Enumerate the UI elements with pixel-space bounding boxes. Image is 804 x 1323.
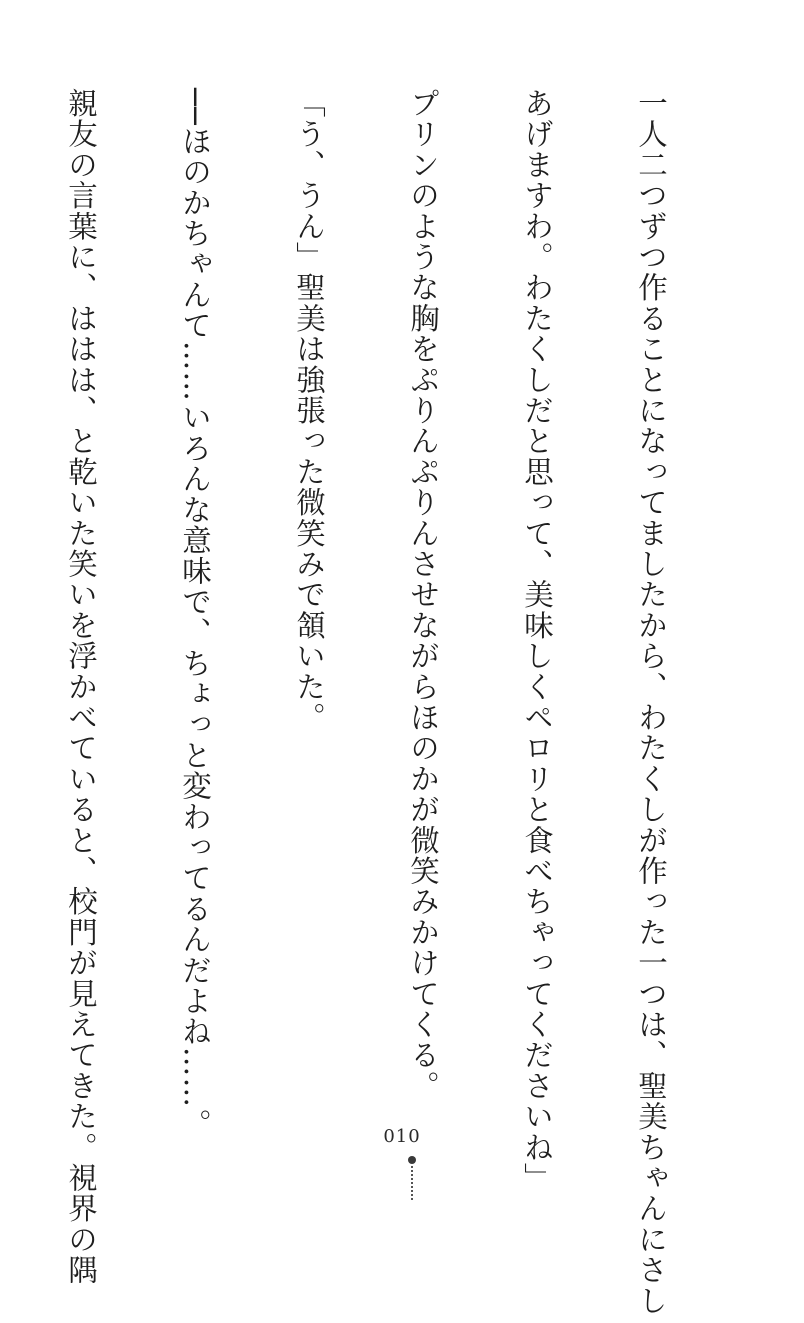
- text-line: プリンのような胸をぷりんぷりんさせながらほのかが微笑みかけてくる。: [406, 88, 440, 1102]
- text-line: 「う、うん」聖美は強張った微笑みで頷いた。: [292, 88, 326, 733]
- ornament-dot: [408, 1156, 416, 1164]
- text-line: 親友の言葉に、ははは、と乾いた笑いを浮かべていると、校門が見えてきた。視界の隅: [64, 88, 98, 1286]
- page-number: 010: [383, 1126, 421, 1147]
- text-line: ──ほのかちゃんて……いろんな意味で、ちょっと変わってるんだよね……。: [178, 88, 212, 1140]
- text-line: あげますわ。わたくしだと思って、美味しくペロリと食べちゃってくださいね」: [520, 88, 554, 1194]
- text-line: 一人二つずつ作ることになってましたから、わたくしが作った一つは、聖美ちゃんにさし: [634, 88, 668, 1316]
- ornament-stem: [411, 1166, 413, 1200]
- page-ornament: [408, 1156, 416, 1200]
